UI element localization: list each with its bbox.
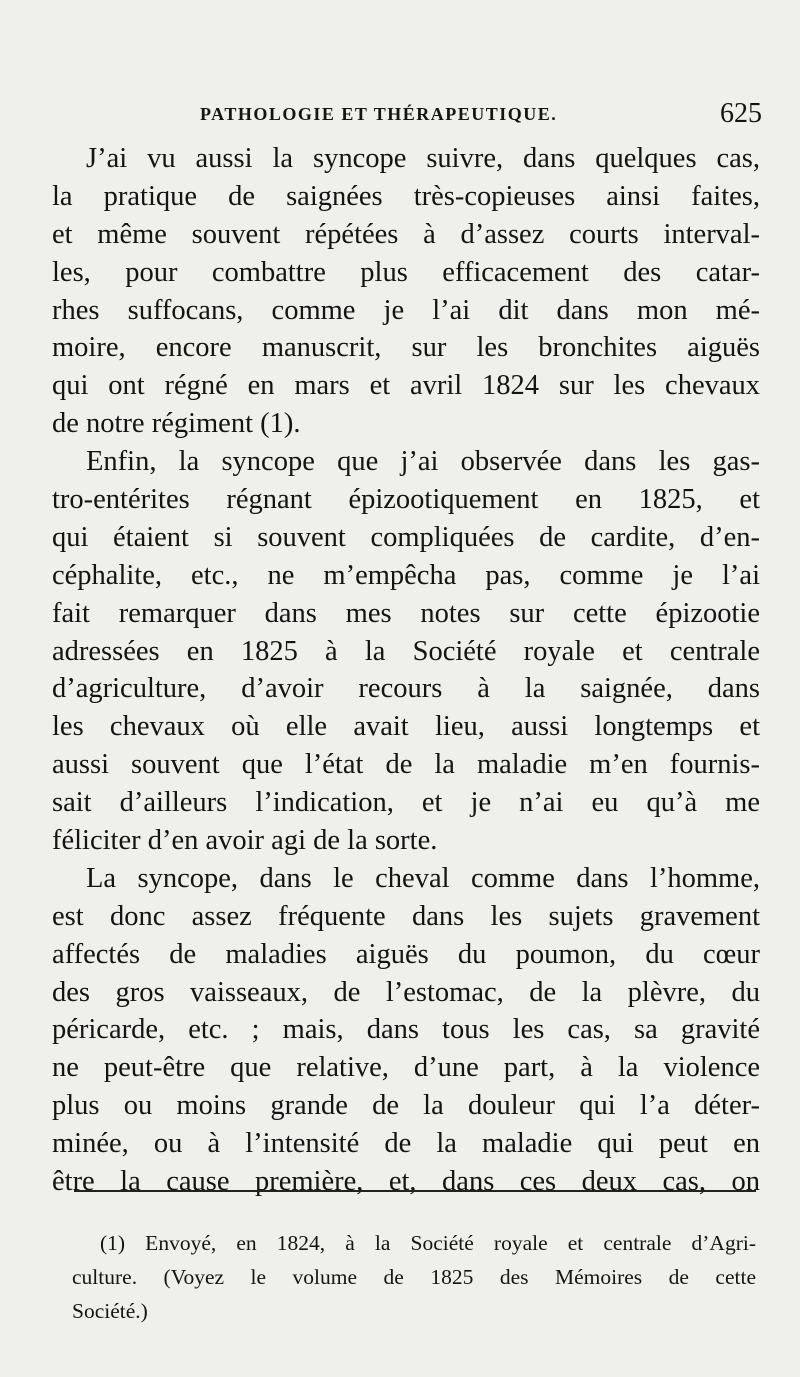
text-line: les chevaux où elle avait lieu, aussi longtemps et: [52, 711, 760, 743]
page-number: 625: [720, 98, 762, 129]
footnote-line: (1) Envoyé, en 1824, à la Société royale et centrale d’Agri-: [100, 1231, 756, 1255]
text-line: être la cause première, et, dans ces deux cas, on: [52, 1166, 760, 1198]
text-line: sait d’ailleurs l’indication, et je n’ai eu qu’à me: [52, 787, 760, 819]
footnote: [72, 1226, 756, 1328]
text-line: féliciter d’en avoir agi de la sorte.: [52, 825, 438, 857]
text-line: plus ou moins grande de la douleur qui l’a déter-: [52, 1090, 760, 1122]
text-line: la pratique de saignées très-copieuses ainsi faites,: [52, 180, 760, 212]
text-line: tro-entérites régnant épizootiquement en 1825, et: [52, 484, 760, 516]
text-line: les, pour combattre plus efficacement des catar-: [52, 256, 760, 288]
footnote-line: Société.): [72, 1299, 148, 1323]
text-line: J’ai vu aussi la syncope suivre, dans quelques cas,: [86, 143, 760, 174]
body-text: [52, 140, 760, 1201]
text-line: adressées en 1825 à la Société royale et centrale: [52, 635, 760, 667]
text-line: des gros vaisseaux, de l’estomac, de la plèvre, du: [52, 976, 760, 1008]
running-header: [52, 98, 762, 138]
text-line: et même souvent répétées à d’assez courts interval-: [52, 218, 760, 250]
footnote-line: culture. (Voyez le volume de 1825 des Mémoires de cette: [72, 1265, 756, 1289]
text-line: fait remarquer dans mes notes sur cette épizootie: [52, 597, 760, 629]
header-title: PATHOLOGIE ET THÉRAPEUTIQUE.: [200, 104, 558, 124]
text-line: d’agriculture, d’avoir recours à la saignée, dans: [52, 673, 760, 705]
text-line: Enfin, la syncope que j’ai observée dans les gas-: [86, 446, 760, 478]
text-line: péricarde, etc. ; mais, dans tous les cas, sa gravité: [52, 1014, 760, 1046]
text-line: qui étaient si souvent compliquées de cardite, d’en-: [52, 521, 760, 553]
text-line: est donc assez fréquente dans les sujets gravement: [52, 900, 760, 932]
text-line: minée, ou à l’intensité de la maladie qui peut en: [52, 1128, 760, 1160]
text-line: ne peut-être que relative, d’une part, à la violence: [52, 1052, 760, 1084]
text-line: qui ont régné en mars et avril 1824 sur les chevaux: [52, 370, 760, 402]
footnote-divider: [74, 1190, 756, 1192]
text-line: de notre régiment (1).: [52, 408, 301, 440]
text-line: affectés de maladies aiguës du poumon, du cœur: [52, 938, 760, 970]
text-line: céphalite, etc., ne m’empêcha pas, comme je l’ai: [52, 559, 760, 591]
text-line: moire, encore manuscrit, sur les bronchites aiguës: [52, 332, 760, 364]
text-line: La syncope, dans le cheval comme dans l’homme,: [86, 862, 760, 894]
text-line: rhes suffocans, comme je l’ai dit dans mon mé-: [52, 294, 760, 326]
text-line: aussi souvent que l’état de la maladie m’en fournis-: [52, 749, 760, 781]
